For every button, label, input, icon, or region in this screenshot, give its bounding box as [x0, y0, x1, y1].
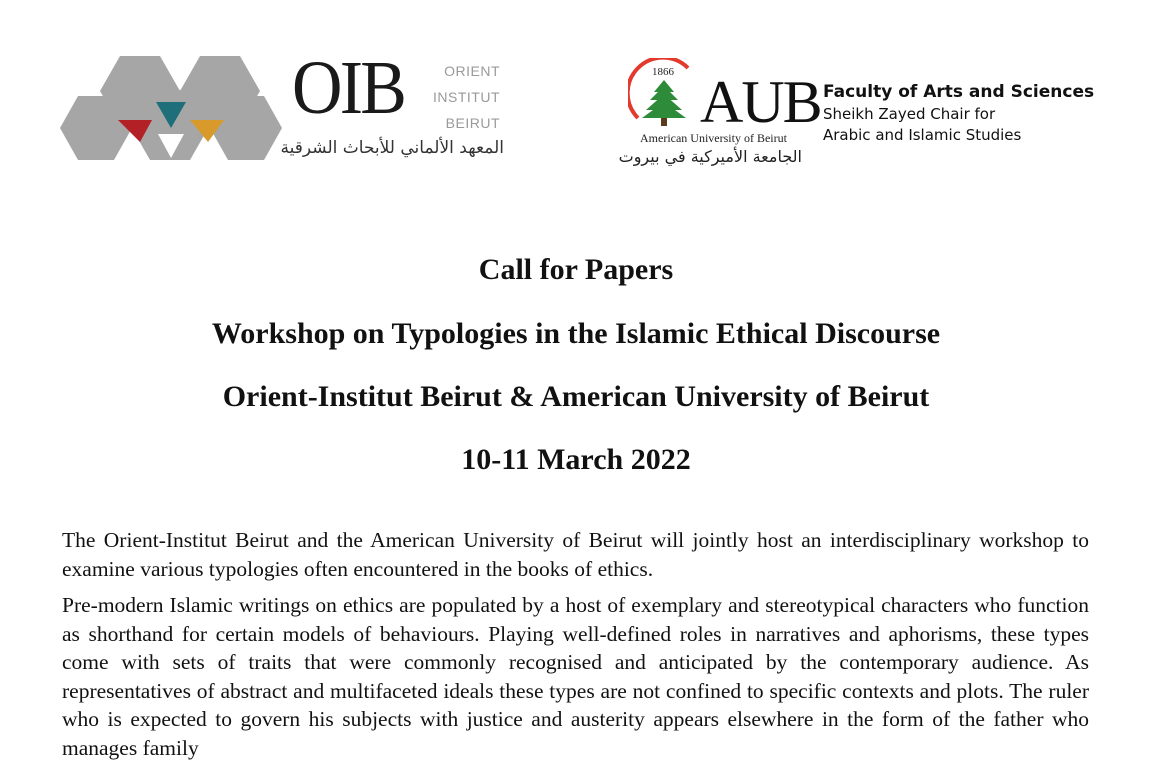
- oib-arabic-name: المعهد الألماني للأبحاث الشرقية: [280, 138, 504, 158]
- hosts-title: Orient-Institut Beirut & American University of Beirut: [222, 380, 930, 413]
- body-text: [62, 526, 1089, 770]
- oib-institute-name: [430, 58, 500, 136]
- paragraph-intro: The Orient-Institut Beirut and the American University of Beirut will jointly host an interdisciplinary workshop to examine various typologies often encountered in the books of ethics.: [62, 528, 1089, 581]
- oib-name-line-3: BEIRUT: [445, 115, 500, 131]
- workshop-title: Workshop on Typologies in the Islamic Ethical Discourse: [211, 317, 941, 350]
- faculty-line-1: Sheikh Zayed Chair for: [823, 105, 996, 123]
- faculty-line-2: Arabic and Islamic Studies: [823, 126, 1022, 144]
- paragraph-premodern: Pre-modern Islamic writings on ethics are populated by a host of exemplary and stereotypical characters who function as shorthand for certain models of behaviours. Playing well-defined roles in narratives and aphorisms, these types come with sets of traits that were commonly recognised and anticipated by the contemporary audience. As representatives of abstract and multifaceted ideals these types are not confined to specific contexts and plots. The ruler who is expected to govern his subjects with justice and austerity appears elsewhere in the form of the father who manages family: [62, 593, 1089, 760]
- faculty-block: [823, 80, 1094, 146]
- oib-hexagon-logo-icon: [60, 56, 282, 160]
- title-block: [0, 252, 1152, 505]
- faculty-title: Faculty of Arts and Sciences: [823, 82, 1095, 102]
- oib-logo-letters: OIB: [292, 46, 405, 130]
- aub-logo-letters: AUB: [700, 69, 821, 135]
- aub-founding-year: 1866: [652, 66, 674, 78]
- aub-full-name: American University of Beirut: [640, 131, 787, 145]
- header-logos: [0, 0, 1152, 200]
- aub-arabic-name: الجامعة الأميركية في بيروت: [618, 147, 802, 166]
- oib-name-line-1: ORIENT: [444, 63, 500, 79]
- oib-name-line-2: INSTITUT: [433, 89, 500, 105]
- call-for-papers-heading: Call for Papers: [478, 253, 674, 286]
- date-title: 10-11 March 2022: [461, 443, 691, 476]
